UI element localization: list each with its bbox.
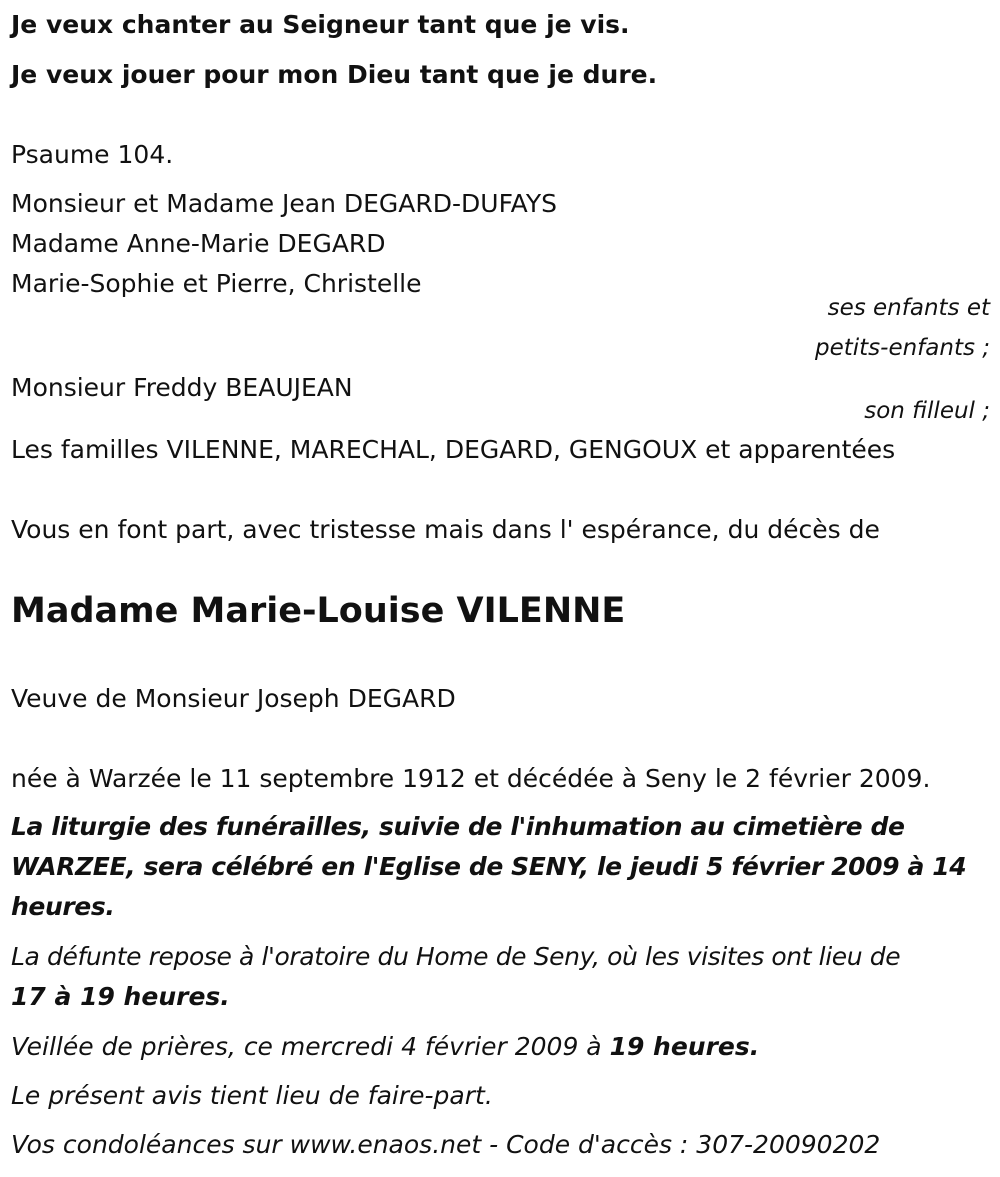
visits-text: La défunte repose à l'oratoire du Home de Seny, où les visites ont lieu de [11,942,901,971]
funeral-line-2: WARZEE, sera célébré en l'Eglise de SENY, le jeudi 5 février 2009 à 14 [11,852,967,881]
vigil-hours: 19 heures. [609,1032,760,1061]
family-line-2: Madame Anne-Marie DEGARD [11,229,386,258]
widow-of: Veuve de Monsieur Joseph DEGARD [11,684,456,713]
families-line: Les familles VILENNE, MARECHAL, DEGARD, GENGOUX et apparentées [11,435,896,464]
epigraph-line-1: Je veux chanter au Seigneur tant que je vis. [11,10,630,39]
visits-hours: 17 à 19 heures. [11,982,230,1011]
relation-children-2: petits-enfants ; [814,335,990,361]
relation-children-1: ses enfants et [827,295,990,321]
family-line-3: Marie-Sophie et Pierre, Christelle [11,269,422,298]
announcement: Vous en font part, avec tristesse mais dans l' espérance, du décès de [11,515,880,544]
godson-name: Monsieur Freddy BEAUJEAN [11,373,353,402]
birth-death: née à Warzée le 11 septembre 1912 et décédée à Seny le 2 février 2009. [11,764,931,793]
epigraph-line-2: Je veux jouer pour mon Dieu tant que je dure. [11,60,658,89]
vigil-line [11,1032,759,1062]
family-line-1: Monsieur et Madame Jean DEGARD-DUFAYS [11,189,557,218]
notice: Le présent avis tient lieu de faire-part. [11,1081,493,1110]
vigil-text: Veillée de prières, ce mercredi 4 février 2009 à [11,1032,610,1061]
relation-godson: son filleul ; [864,398,990,424]
funeral-line-3: heures. [11,892,115,921]
epigraph-source: Psaume 104. [11,140,174,169]
deceased-name: Madame Marie-Louise VILENNE [11,591,626,631]
funeral-line-1: La liturgie des funérailles, suivie de l'inhumation au cimetière de [11,812,905,841]
condolences: Vos condoléances sur www.enaos.net - Code d'accès : 307-20090202 [11,1130,881,1159]
